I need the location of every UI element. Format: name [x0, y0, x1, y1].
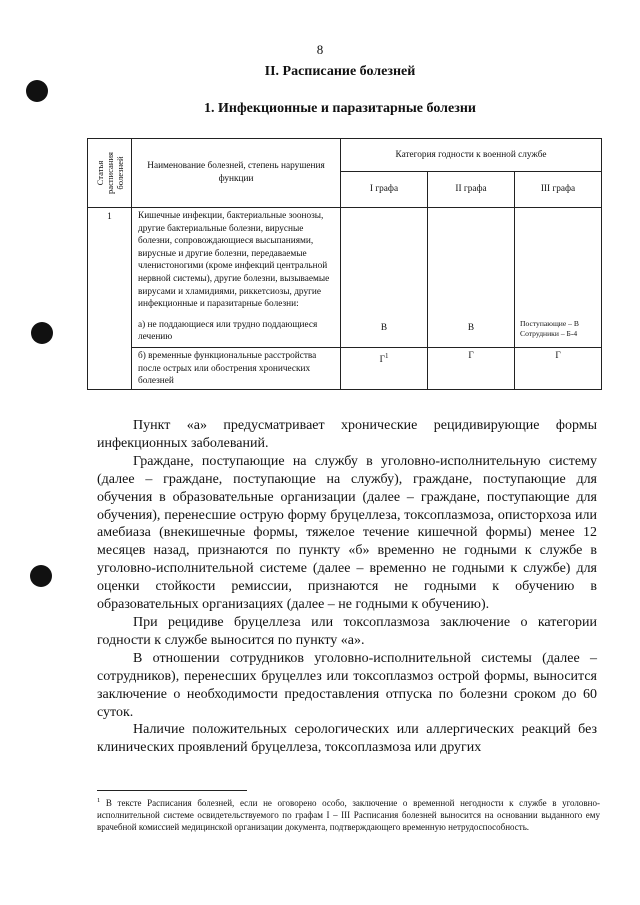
paragraph: Наличие положительных серологических или аллергических реакций без клинических проявлений бруцеллеза, токсоплазмоза или других — [97, 722, 597, 756]
header-article — [88, 139, 132, 208]
binder-hole-bottom — [30, 565, 52, 587]
binder-hole-middle — [31, 322, 53, 344]
table-row — [88, 347, 602, 389]
header-disease-name: Наименование болезней, степень нарушения функции — [132, 139, 341, 208]
footnote — [97, 795, 600, 833]
item-b-column-1-value: Г — [379, 355, 385, 366]
item-a-column-3-applicants: Поступающие – В — [520, 319, 579, 329]
item-b-column-1 — [341, 347, 428, 389]
header-column-3: III графа — [515, 172, 602, 208]
binder-hole-top — [26, 80, 48, 102]
article-number: 1 — [88, 208, 132, 390]
table-row — [88, 208, 602, 348]
disease-description — [132, 208, 341, 348]
item-b-description: б) временные функциональные расстройства после острых или обострения хронических болезней — [132, 347, 341, 389]
footnote-text: В тексте Расписания болезней, если не оговорено особо, заключение о временной негодности к службе в уголовно-исполнительной системе освидетельствуемого по графам I – III Расписания болезней выносится на основании выданного ему врачебной комиссией медицинской организации документа, подтверждающего временную нетрудоспособность. — [97, 798, 600, 832]
item-a-column-2: В — [428, 208, 515, 348]
item-a-column-3-employees: Сотрудники – Б-4 — [520, 329, 578, 339]
item-b-column-3: Г — [515, 347, 602, 389]
body-text — [97, 417, 597, 757]
footnote-marker: 1 — [97, 797, 101, 804]
header-fitness-category: Категория годности к военной службе — [341, 139, 602, 172]
header-column-2: II графа — [428, 172, 515, 208]
disease-intro: Кишечные инфекции, бактериальные зоонозы, другие бактериальные болезни, вирусные болезни, сопровождающиеся высыпаниями, вирусные и другие болезни, передаваемые членистоногими (кроме инфекций центральной нервной системы), другие болезни, вызываемые вирусами и хламидиями, риккетсиозы, другие инфекционные и паразитарные болезни: — [138, 211, 330, 310]
header-article-label: Статья расписания болезней — [94, 152, 125, 195]
item-a-column-1: В — [341, 208, 428, 348]
disease-schedule-table — [87, 138, 602, 390]
paragraph: Пункт «а» предусматривает хронические рецидивирующие формы инфекционных заболеваний. — [97, 418, 597, 451]
header-column-1: I графа — [341, 172, 428, 208]
item-a-description: а) не поддающиеся или трудно поддающиеся лечению — [138, 319, 318, 343]
paragraph: Граждане, поступающие на службу в уголовно-исполнительную систему (далее – граждане, поступающие на службу), граждане, поступающие для обучения в образовательные организации (далее – граждане, поступающие для обучения), перенесшие острую форму бруцеллеза, токсоплазмоза, описторхоза или амебиаза (внекишечные формы, тяжелое течение кишечной формы) менее 12 месяцев назад, признаются по пункту «б» временно не годными к службе в уголовно-исполнительной системе (далее – временно не годными к службе) для оценки стойкости ремиссии, признаются не годными к обучению в образовательных организациях (далее – не годными к обучению). — [97, 453, 597, 613]
paragraph: В отношении сотрудников уголовно-исполнительной системы (далее – сотрудников), перенесших бруцеллез или токсоплазмоз острой формы, выносится заключение о необходимости предоставления отпуска по болезни сроком до 60 суток. — [97, 650, 597, 720]
table-header-row — [88, 139, 602, 172]
footnote-reference: 1 — [384, 351, 389, 360]
section-title: II. Расписание болезней — [264, 64, 416, 79]
footnote-divider — [97, 790, 247, 791]
paragraph: При рецидиве бруцеллеза или токсоплазмоза заключение о категории годности к службе выносится по пункту «а». — [97, 614, 597, 648]
page-number: 8 — [316, 42, 324, 57]
item-b-column-2: Г — [428, 347, 515, 389]
item-a-column-3 — [515, 208, 602, 348]
subsection-title: 1. Инфекционные и паразитарные болезни — [204, 101, 476, 116]
